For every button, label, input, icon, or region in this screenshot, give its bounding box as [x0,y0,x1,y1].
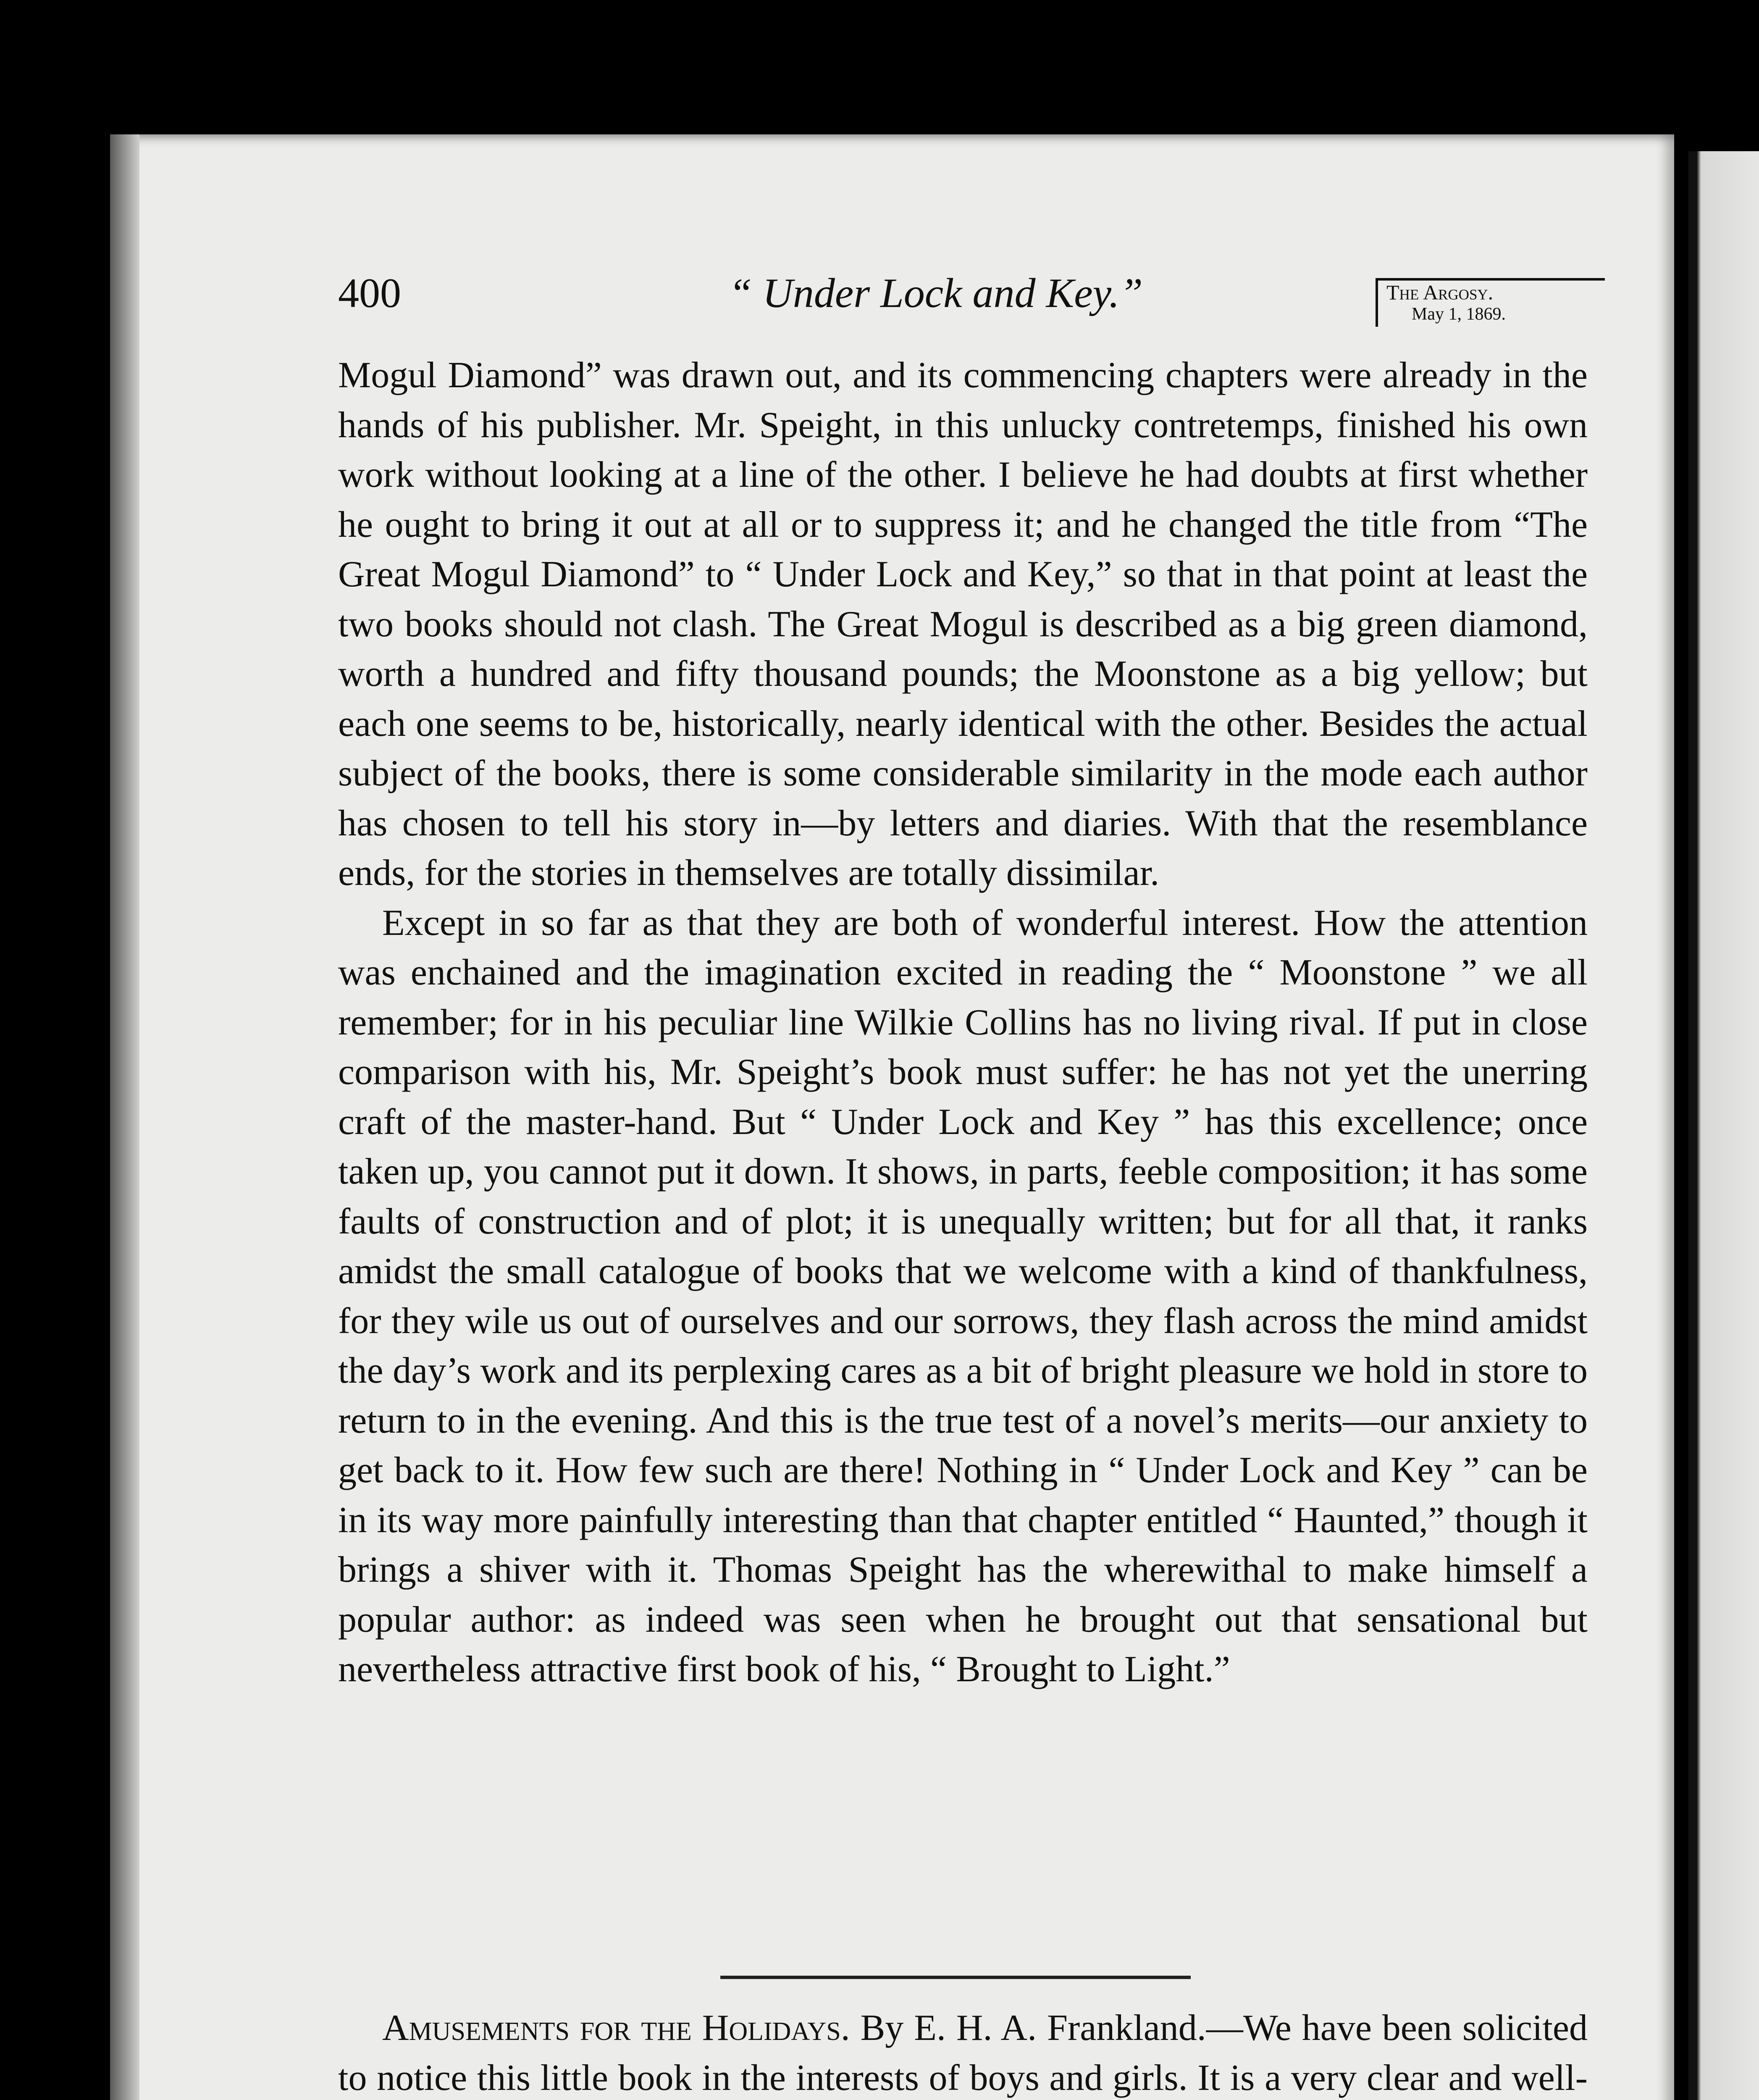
page-header [338,269,1590,336]
section-divider [720,1976,1191,1979]
running-title: “ Under Lock and Key.” [729,270,1143,316]
review-title: Amusements for the Holidays. [382,2008,850,2048]
review-notice [338,2003,1588,2100]
source-bracket [1376,278,1605,327]
source-title: The Argosy. [1386,281,1494,304]
article-text [338,351,1588,1695]
page-spine-shadow [110,134,139,2100]
facing-page-edge [1688,151,1759,2100]
paragraph-1: Mogul Diamond” was drawn out, and its commencing chapters were already in the hands of his publisher. Mr. Speight, in this unlucky contretemps, finished his own work without looking at a line of the other. I believe he had doubts at first whether he ought to bring it out at all or to suppress it; and he changed the title from “The Great Mogul Diamond” to “ Under Lock and Key,” so that in that point at least the two books should not clash. The Great Mogul is described as a big green diamond, worth a hundred and fifty thousand pounds; the Moonstone as a big yellow; but each one seems to be, historically, nearly identical with the other. Besides the actual subject of the books, there is some considerable similarity in the mode each author has chosen to tell his story in—by letters and diaries. With that the resemblance ends, for the stories in themselves are totally dissimilar. [338,355,1588,893]
paragraph-2: Except in so far as that they are both of wonderful interest. How the attention was enchained and the imagination excited in reading the “ Moonstone ” we all remember; for in his peculiar line Wilkie Collins has no living rival. If put in close comparison with his, Mr. Speight’s book must suffer: he has not yet the unerring craft of the master-hand. But “ Under Lock and Key ” has this excellence; once taken up, you cannot put it down. It shows, in parts, feeble composition; it has some faults of construction and of plot; it is unequally written; but for all that, it ranks amidst the small catalogue of books that we welcome with a kind of thankfulness, for they wile us out of ourselves and our sorrows, they flash across the mind amidst the day’s work and its perplexing cares as a bit of bright pleasure we hold in store to return to in the evening. And this is the true test of a novel’s merits—our anxiety to get back to it. How few such are there! Nothing in “ Under Lock and Key ” can be in its way more painfully interesting than that chapter entitled “ Haunted,” though it brings a shiver with it. Thomas Speight has the wherewithal to make himself a popular author: as indeed was seen when he brought out that sensational but nevertheless attractive first book of his, “ Brought to Light.” [338,902,1588,1690]
review-body: By E. H. A. Frankland.—We have been solicited to notice this little book in the interests of boys and girls. It is a very clear and well- [338,2008,1588,2098]
source-date: May 1, 1869. [1412,304,1506,324]
review-paragraph [338,2003,1588,2100]
page-number: 400 [338,270,401,316]
